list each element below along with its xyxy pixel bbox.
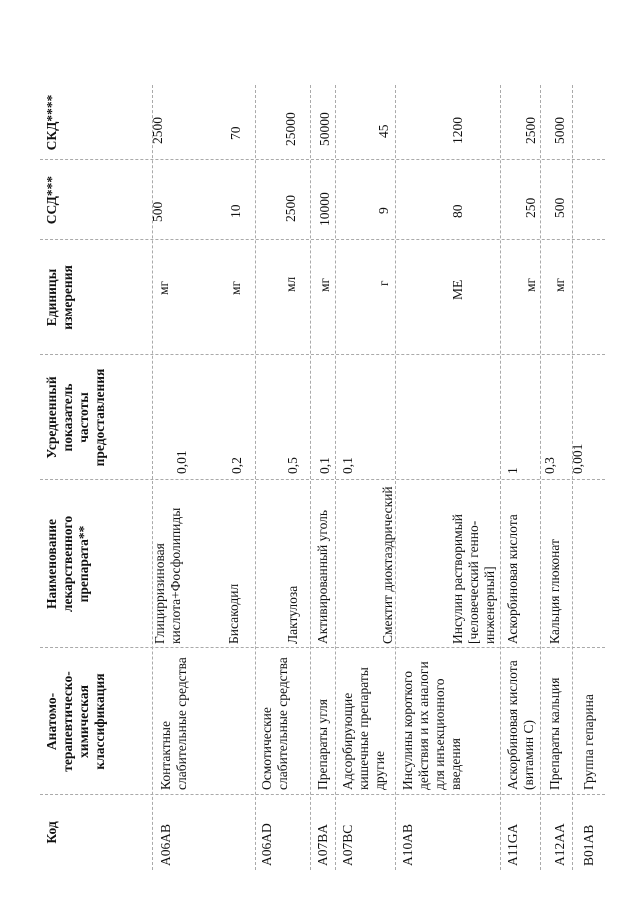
row-units: г [376,280,391,286]
row-code: A11GA [505,823,520,866]
row-atc: Адсорбирующие кишечные препараты другие [340,667,387,790]
row-units: мг [552,277,567,292]
row-units: МЕ [450,279,465,300]
row-skd: 1200 [450,117,465,144]
row-code: A12AA [552,823,567,866]
row-atc: Группа гепарина [581,694,596,790]
row-frequency: 0,01 [174,450,189,474]
row-code: B01AB [581,824,596,866]
row-skd: 5000 [552,117,567,144]
row-skd: 50000 [317,112,332,146]
row-units: мг [523,277,538,292]
row-ssd: 500 [552,197,567,218]
column-divider [40,794,605,795]
row-frequency: 0,1 [317,457,332,474]
row-divider [500,85,501,870]
row-units: мг [156,280,171,295]
row-frequency: 0,5 [285,457,300,474]
row-atc: Осмотические слабительные средства [259,657,290,790]
row-skd: 25000 [283,112,298,146]
row-atc: Контактные слабительные средства [158,657,189,790]
header-ssd: ССД*** [44,175,59,225]
column-divider [40,647,605,648]
row-ssd: 2500 [283,195,298,222]
row-skd: 70 [228,126,243,140]
row-skd: 45 [376,124,391,138]
header-frequency: Усредненный показатель частоты предоставления [44,368,107,467]
header-code: Код [44,821,59,844]
header-atc: Анатомо- терапевтическо- химическая классификация [44,671,107,772]
row-units: мг [317,277,332,292]
row-skd: 2500 [523,117,538,144]
row-drug: Смектит диоктаэдрический [380,486,395,644]
row-drug: Лактулоза [285,585,300,644]
row-skd: 2500 [150,117,165,144]
row-divider [335,85,336,870]
row-divider [395,85,396,870]
row-frequency: 0,2 [229,457,244,474]
row-ssd: 250 [523,197,538,218]
drug-table [40,85,605,870]
row-atc: Аскорбиновая кислота (витамин С) [505,660,536,790]
row-drug: Активированный уголь [315,509,330,644]
row-frequency: 0,1 [340,457,355,474]
row-ssd: 9 [376,207,391,214]
column-divider [40,479,605,480]
header-skd: СКД**** [44,94,59,151]
row-ssd: 500 [150,201,165,222]
row-atc: Инсулины короткого действия и их аналоги для инъекционного введения [400,661,463,790]
row-drug: Кальция глюконат [547,539,562,644]
row-ssd: 80 [450,204,465,218]
row-ssd: 10000 [317,192,332,226]
row-divider [255,85,256,870]
row-divider [540,85,541,870]
row-drug: Аскорбиновая кислота [505,514,520,644]
row-divider [572,85,573,870]
row-code: A07BC [340,824,355,866]
row-atc: Препараты угля [315,699,330,790]
header-drug: Наименование лекарственного препарата** [44,515,91,613]
row-drug: Бисакодил [226,583,241,644]
row-drug: Глицирризиновая кислота+Фосфолипиды [152,507,183,644]
row-divider [310,85,311,870]
row-frequency: 0,3 [542,457,557,474]
row-code: A06AB [158,823,173,866]
row-code: A10AB [400,823,415,866]
column-divider [40,354,605,355]
row-code: A06AD [259,823,274,866]
header-units: Единицы измерения [44,265,75,330]
row-drug: Инсулин растворимый [человеческий генно- инженерный] [450,514,497,644]
row-frequency: 0,001 [570,443,585,474]
row-atc: Препараты кальция [547,677,562,790]
column-divider [40,239,605,240]
row-frequency: 1 [505,467,520,474]
row-units: мг [228,280,243,295]
column-divider [40,159,605,160]
row-units: мл [283,276,298,292]
row-ssd: 10 [228,204,243,218]
row-code: A07BA [315,823,330,866]
